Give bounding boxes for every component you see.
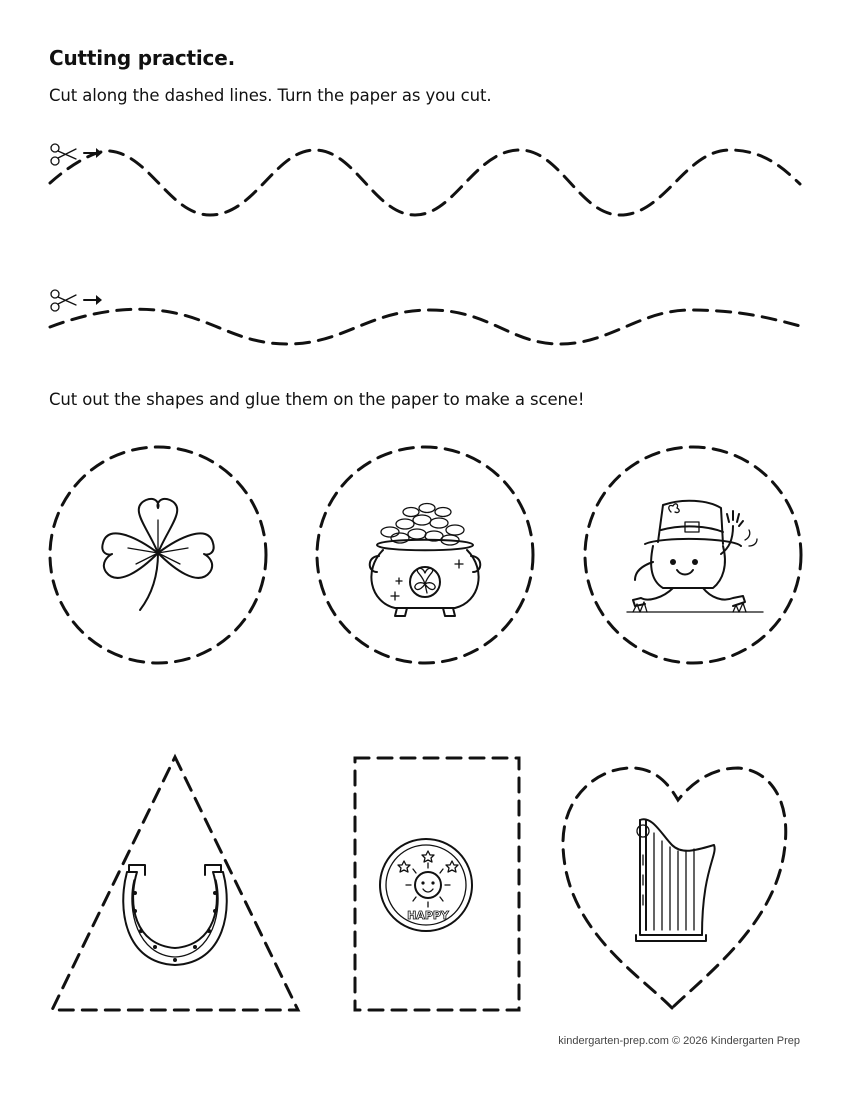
wavy-cut-line-2 [50, 309, 800, 344]
horseshoe-icon [123, 865, 227, 965]
scissors-icon [51, 144, 76, 165]
pot-of-gold-icon [370, 504, 481, 617]
coin-icon [380, 839, 472, 931]
worksheet-title: Cutting practice. [49, 46, 235, 70]
shamrock-icon [102, 499, 213, 610]
harp-icon [636, 819, 715, 941]
line-cutting-instruction: Cut along the dashed lines. Turn the paper as you cut. [49, 86, 492, 105]
cut-triangle-horseshoe [52, 757, 298, 1010]
cut-heart-harp [563, 768, 786, 1008]
footer-copyright: kindergarten-prep.com © 2026 Kindergarten Prep [558, 1035, 800, 1047]
scissors-icon [51, 290, 76, 311]
cut-circle-leprechaun [585, 447, 801, 663]
coin-label: HAPPY [407, 909, 449, 922]
shape-cutting-instruction: Cut out the shapes and glue them on the paper to make a scene! [49, 390, 585, 409]
cut-circle-pot-of-gold [317, 447, 533, 663]
leprechaun-hat-icon [627, 501, 763, 612]
arrow-right-icon [84, 295, 102, 305]
wavy-cut-line-1 [50, 150, 800, 215]
